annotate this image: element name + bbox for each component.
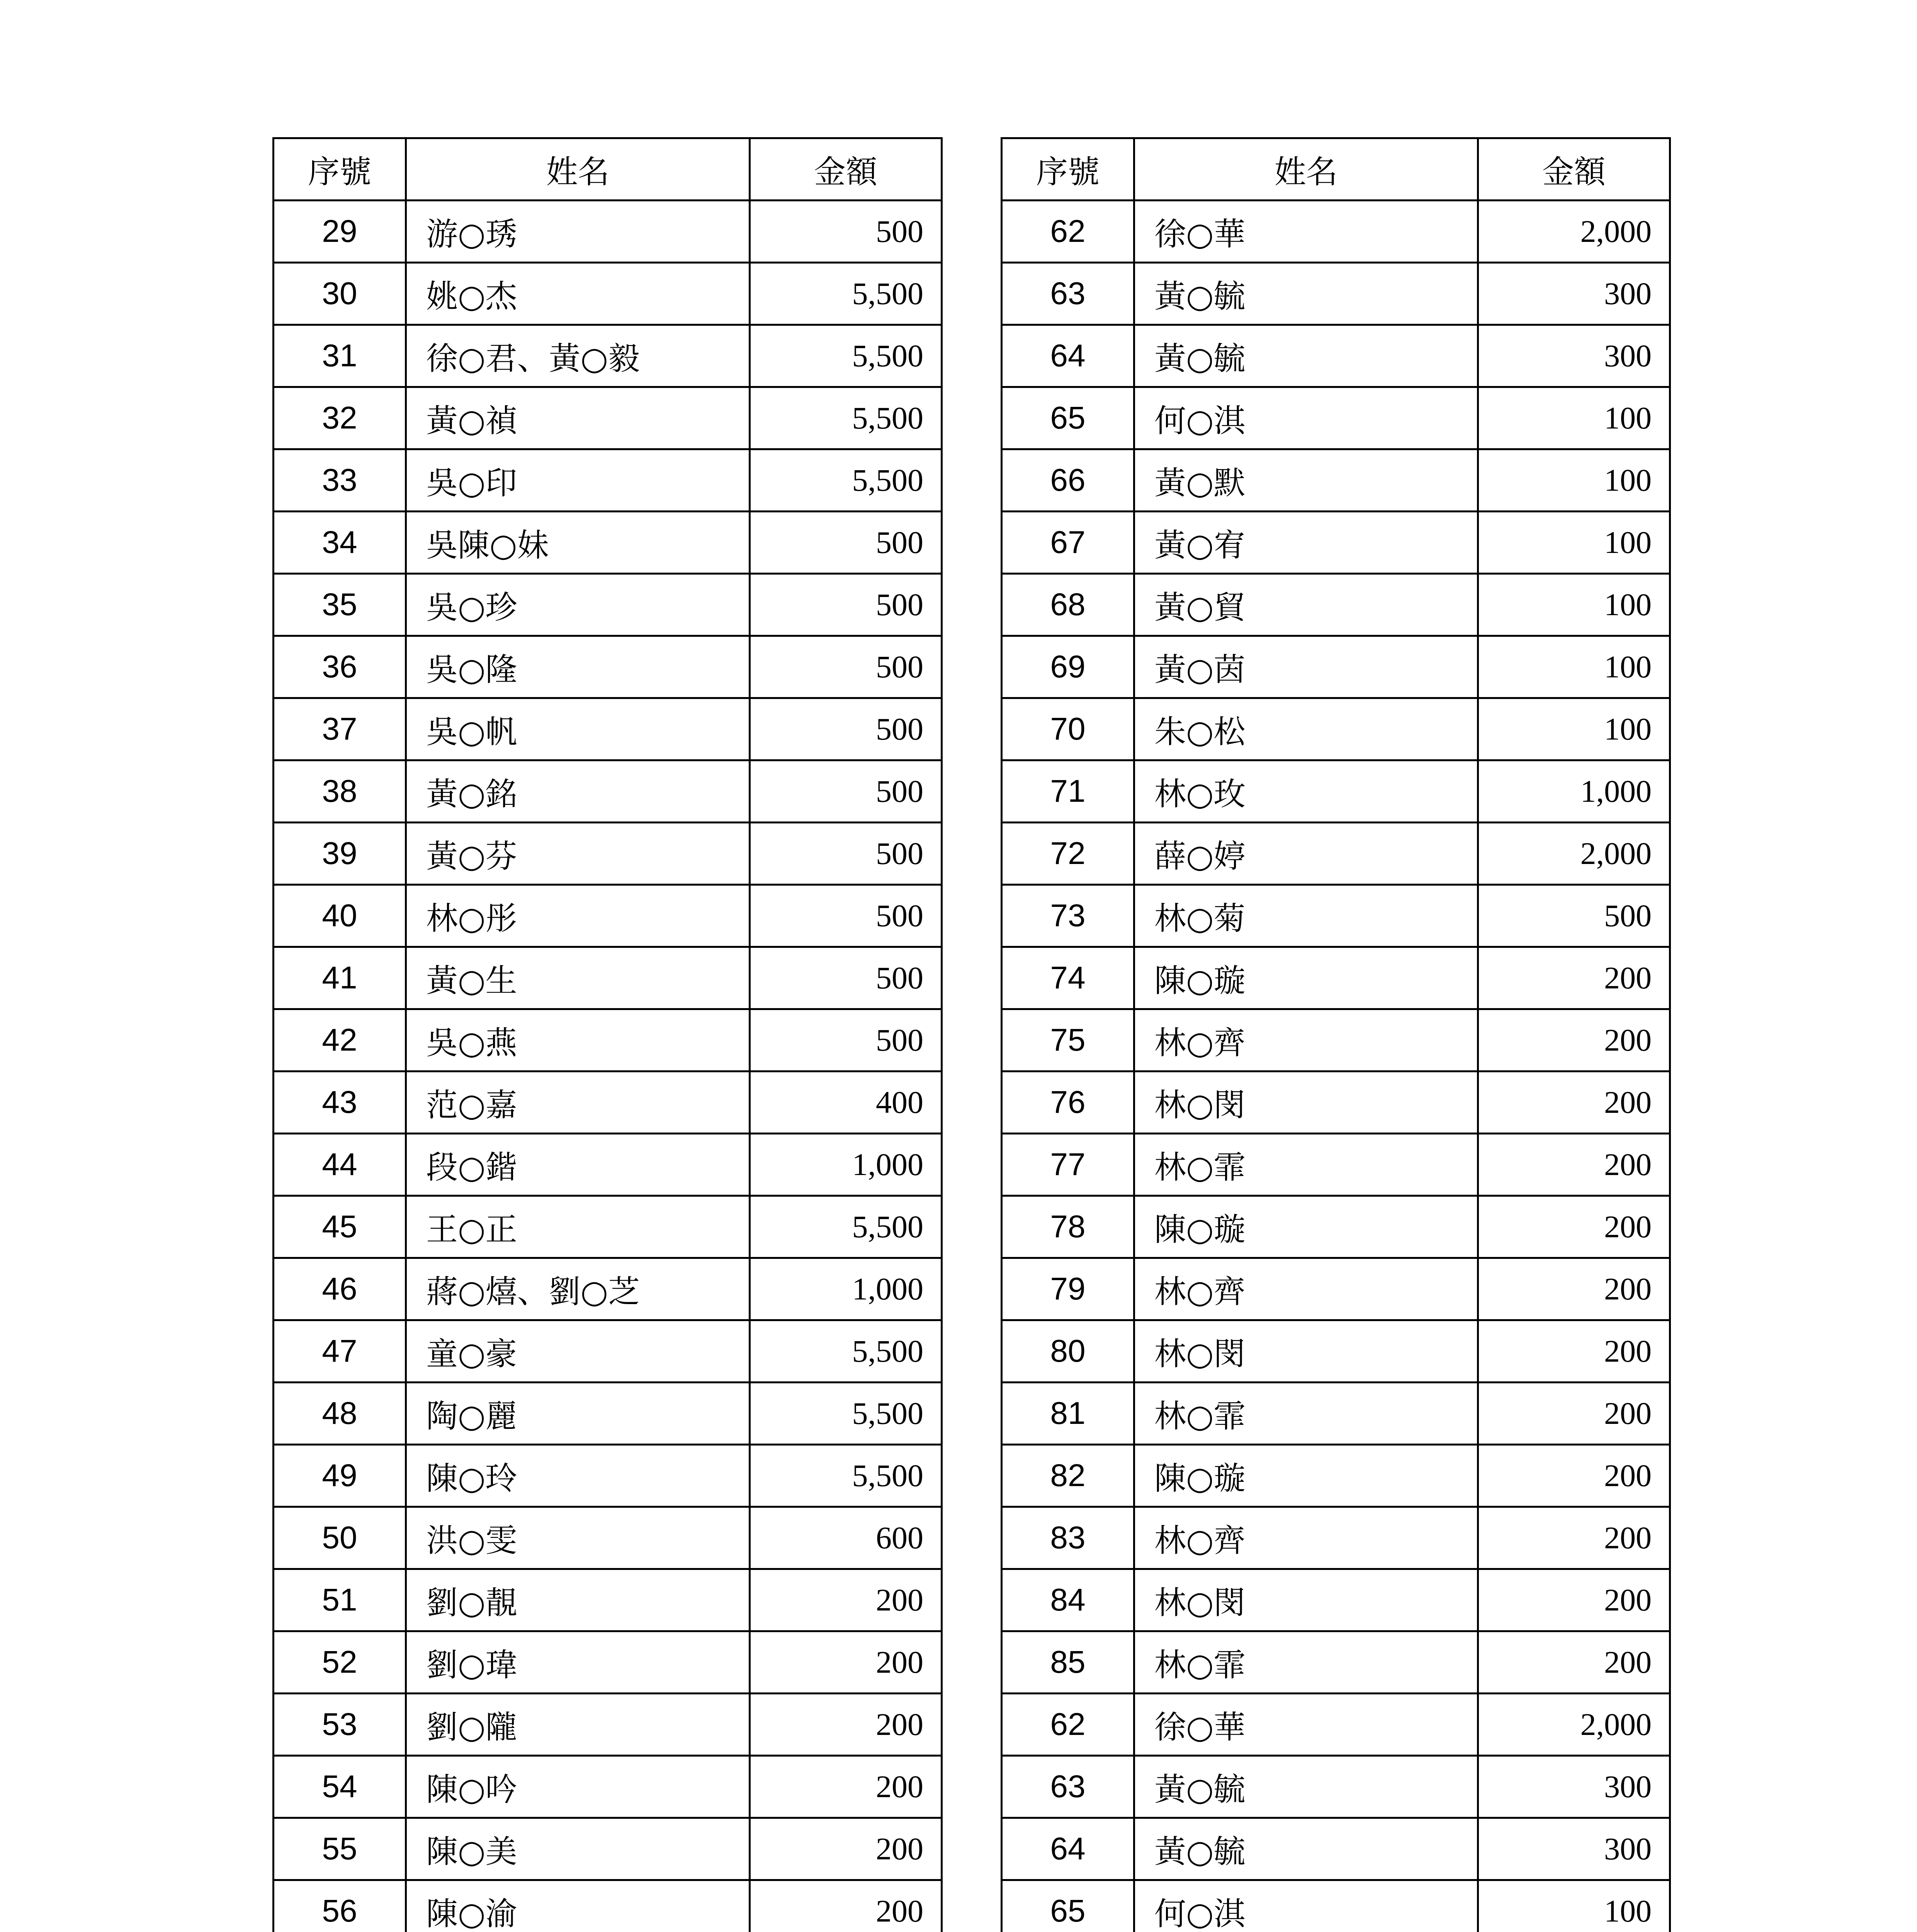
amount-cell: 600 xyxy=(750,1507,942,1569)
seq-cell: 37 xyxy=(274,698,406,760)
table-row xyxy=(274,885,942,947)
amount-cell: 200 xyxy=(750,1756,942,1818)
table-row xyxy=(1002,201,1670,263)
seq-cell: 72 xyxy=(1002,823,1134,885)
seq-cell: 33 xyxy=(274,449,406,512)
name-cell: 林○霏 xyxy=(1134,1631,1478,1694)
seq-cell: 55 xyxy=(274,1818,406,1880)
name-cell: 林○齊 xyxy=(1134,1507,1478,1569)
table-row xyxy=(1002,574,1670,636)
table-row xyxy=(1002,387,1670,449)
name-cell: 黃○銘 xyxy=(406,760,750,823)
name-cell: 徐○華 xyxy=(1134,1694,1478,1756)
seq-cell: 49 xyxy=(274,1445,406,1507)
seq-cell: 43 xyxy=(274,1071,406,1134)
amount-cell: 2,000 xyxy=(1478,201,1670,263)
name-cell: 黃○芬 xyxy=(406,823,750,885)
table-row xyxy=(1002,1756,1670,1818)
amount-cell: 300 xyxy=(1478,325,1670,387)
seq-cell: 83 xyxy=(1002,1507,1134,1569)
seq-cell: 51 xyxy=(274,1569,406,1631)
amount-cell: 200 xyxy=(1478,1507,1670,1569)
name-cell: 徐○華 xyxy=(1134,201,1478,263)
seq-cell: 31 xyxy=(274,325,406,387)
amount-cell: 200 xyxy=(1478,1134,1670,1196)
seq-cell: 29 xyxy=(274,201,406,263)
table-header-row xyxy=(274,138,942,201)
name-cell: 黃○茵 xyxy=(1134,636,1478,698)
seq-cell: 39 xyxy=(274,823,406,885)
table-row xyxy=(1002,1880,1670,1932)
name-cell: 林○霏 xyxy=(1134,1383,1478,1445)
seq-cell: 56 xyxy=(274,1880,406,1932)
amount-cell: 300 xyxy=(1478,263,1670,325)
table-row xyxy=(274,512,942,574)
name-cell: 陳○璇 xyxy=(1134,1445,1478,1507)
name-cell: 林○霏 xyxy=(1134,1134,1478,1196)
amount-cell: 1,000 xyxy=(750,1258,942,1320)
seq-cell: 32 xyxy=(274,387,406,449)
amount-cell: 100 xyxy=(1478,636,1670,698)
seq-cell: 50 xyxy=(274,1507,406,1569)
amount-cell: 500 xyxy=(750,760,942,823)
left-table-body xyxy=(274,201,942,1932)
seq-header: 序號 xyxy=(274,138,406,201)
seq-cell: 54 xyxy=(274,1756,406,1818)
amount-cell: 200 xyxy=(1478,1383,1670,1445)
seq-cell: 85 xyxy=(1002,1631,1134,1694)
name-cell: 段○鍇 xyxy=(406,1134,750,1196)
amount-cell: 500 xyxy=(750,201,942,263)
table-row xyxy=(1002,1383,1670,1445)
seq-cell: 40 xyxy=(274,885,406,947)
seq-cell: 44 xyxy=(274,1134,406,1196)
name-cell: 黃○宥 xyxy=(1134,512,1478,574)
table-row xyxy=(274,1258,942,1320)
right-table-body xyxy=(1002,201,1670,1932)
amount-cell: 200 xyxy=(1478,1009,1670,1071)
table-row xyxy=(274,574,942,636)
table-row xyxy=(274,1071,942,1134)
table-row xyxy=(274,1818,942,1880)
table-row xyxy=(1002,512,1670,574)
name-cell: 吳○印 xyxy=(406,449,750,512)
name-cell: 林○閔 xyxy=(1134,1071,1478,1134)
amount-cell: 500 xyxy=(750,512,942,574)
amount-cell: 200 xyxy=(1478,1569,1670,1631)
table-row xyxy=(274,1383,942,1445)
table-row xyxy=(1002,1818,1670,1880)
seq-cell: 38 xyxy=(274,760,406,823)
amount-cell: 200 xyxy=(1478,947,1670,1009)
name-cell: 林○閔 xyxy=(1134,1320,1478,1383)
amount-cell: 5,500 xyxy=(750,387,942,449)
amount-cell: 500 xyxy=(750,885,942,947)
seq-cell: 64 xyxy=(1002,325,1134,387)
seq-cell: 47 xyxy=(274,1320,406,1383)
name-cell: 林○玫 xyxy=(1134,760,1478,823)
amount-cell: 5,500 xyxy=(750,325,942,387)
seq-cell: 53 xyxy=(274,1694,406,1756)
table-row xyxy=(274,1320,942,1383)
seq-cell: 81 xyxy=(1002,1383,1134,1445)
amount-cell: 200 xyxy=(1478,1445,1670,1507)
amount-cell: 100 xyxy=(1478,574,1670,636)
amount-cell: 500 xyxy=(750,947,942,1009)
table-row xyxy=(1002,1009,1670,1071)
amount-cell: 200 xyxy=(750,1631,942,1694)
table-row xyxy=(274,1134,942,1196)
name-cell: 范○嘉 xyxy=(406,1071,750,1134)
seq-cell: 70 xyxy=(1002,698,1134,760)
amount-cell: 500 xyxy=(750,698,942,760)
table-row xyxy=(274,325,942,387)
amount-cell: 100 xyxy=(1478,449,1670,512)
seq-cell: 78 xyxy=(1002,1196,1134,1258)
seq-cell: 45 xyxy=(274,1196,406,1258)
seq-cell: 84 xyxy=(1002,1569,1134,1631)
seq-cell: 82 xyxy=(1002,1445,1134,1507)
amount-cell: 500 xyxy=(750,823,942,885)
name-cell: 何○淇 xyxy=(1134,1880,1478,1932)
name-cell: 蔣○熺、劉○芝 xyxy=(406,1258,750,1320)
name-cell: 陳○美 xyxy=(406,1818,750,1880)
table-row xyxy=(1002,449,1670,512)
name-cell: 王○正 xyxy=(406,1196,750,1258)
table-row xyxy=(1002,698,1670,760)
amount-cell: 200 xyxy=(1478,1196,1670,1258)
seq-cell: 77 xyxy=(1002,1134,1134,1196)
amount-cell: 200 xyxy=(1478,1071,1670,1134)
amount-cell: 200 xyxy=(750,1569,942,1631)
seq-cell: 79 xyxy=(1002,1258,1134,1320)
table-row xyxy=(274,1507,942,1569)
amount-cell: 5,500 xyxy=(750,1445,942,1507)
table-row xyxy=(1002,1694,1670,1756)
amount-cell: 5,500 xyxy=(750,1320,942,1383)
seq-cell: 74 xyxy=(1002,947,1134,1009)
table-row xyxy=(1002,1631,1670,1694)
seq-cell: 63 xyxy=(1002,1756,1134,1818)
name-cell: 吳○帆 xyxy=(406,698,750,760)
amount-header: 金額 xyxy=(750,138,942,201)
name-cell: 陳○渝 xyxy=(406,1880,750,1932)
seq-cell: 64 xyxy=(1002,1818,1134,1880)
seq-header: 序號 xyxy=(1002,138,1134,201)
seq-cell: 71 xyxy=(1002,760,1134,823)
amount-cell: 200 xyxy=(750,1880,942,1932)
seq-cell: 80 xyxy=(1002,1320,1134,1383)
amount-cell: 5,500 xyxy=(750,263,942,325)
table-row xyxy=(274,387,942,449)
name-cell: 徐○君、黃○毅 xyxy=(406,325,750,387)
amount-cell: 500 xyxy=(1478,885,1670,947)
name-cell: 林○菊 xyxy=(1134,885,1478,947)
amount-cell: 100 xyxy=(1478,512,1670,574)
table-row xyxy=(274,1196,942,1258)
name-cell: 黃○毓 xyxy=(1134,1756,1478,1818)
name-cell: 劉○靚 xyxy=(406,1569,750,1631)
table-row xyxy=(274,1009,942,1071)
name-cell: 薛○婷 xyxy=(1134,823,1478,885)
amount-cell: 200 xyxy=(1478,1258,1670,1320)
seq-cell: 68 xyxy=(1002,574,1134,636)
amount-cell: 1,000 xyxy=(1478,760,1670,823)
amount-cell: 300 xyxy=(1478,1756,1670,1818)
name-cell: 陳○吟 xyxy=(406,1756,750,1818)
table-row xyxy=(274,1631,942,1694)
table-row xyxy=(1002,1320,1670,1383)
name-cell: 林○齊 xyxy=(1134,1258,1478,1320)
name-cell: 黃○毓 xyxy=(1134,1818,1478,1880)
seq-cell: 42 xyxy=(274,1009,406,1071)
name-cell: 陳○璇 xyxy=(1134,947,1478,1009)
seq-cell: 36 xyxy=(274,636,406,698)
name-cell: 劉○瑋 xyxy=(406,1631,750,1694)
amount-header: 金額 xyxy=(1478,138,1670,201)
seq-cell: 66 xyxy=(1002,449,1134,512)
name-cell: 黃○毓 xyxy=(1134,263,1478,325)
table-row xyxy=(1002,636,1670,698)
table-header-row xyxy=(1002,138,1670,201)
name-cell: 童○豪 xyxy=(406,1320,750,1383)
amount-cell: 100 xyxy=(1478,1880,1670,1932)
left-donor-table xyxy=(272,137,943,1932)
name-cell: 朱○松 xyxy=(1134,698,1478,760)
seq-cell: 67 xyxy=(1002,512,1134,574)
amount-cell: 200 xyxy=(1478,1320,1670,1383)
seq-cell: 65 xyxy=(1002,1880,1134,1932)
seq-cell: 30 xyxy=(274,263,406,325)
table-row xyxy=(1002,760,1670,823)
table-row xyxy=(1002,1569,1670,1631)
seq-cell: 69 xyxy=(1002,636,1134,698)
table-row xyxy=(274,1880,942,1932)
table-row xyxy=(274,1569,942,1631)
name-header: 姓名 xyxy=(406,138,750,201)
name-cell: 吳○珍 xyxy=(406,574,750,636)
name-cell: 陶○麗 xyxy=(406,1383,750,1445)
name-cell: 游○琇 xyxy=(406,201,750,263)
seq-cell: 41 xyxy=(274,947,406,1009)
name-cell: 黃○毓 xyxy=(1134,325,1478,387)
amount-cell: 300 xyxy=(1478,1818,1670,1880)
name-cell: 陳○玲 xyxy=(406,1445,750,1507)
table-row xyxy=(1002,947,1670,1009)
table-row xyxy=(274,449,942,512)
amount-cell: 500 xyxy=(750,636,942,698)
table-row xyxy=(274,1756,942,1818)
table-row xyxy=(1002,1445,1670,1507)
table-row xyxy=(1002,1134,1670,1196)
name-cell: 林○齊 xyxy=(1134,1009,1478,1071)
amount-cell: 200 xyxy=(750,1694,942,1756)
amount-cell: 200 xyxy=(750,1818,942,1880)
amount-cell: 500 xyxy=(750,574,942,636)
table-row xyxy=(1002,1196,1670,1258)
seq-cell: 65 xyxy=(1002,387,1134,449)
table-row xyxy=(274,636,942,698)
table-row xyxy=(274,1445,942,1507)
table-row xyxy=(1002,1507,1670,1569)
table-row xyxy=(274,947,942,1009)
name-cell: 吳陳○妹 xyxy=(406,512,750,574)
seq-cell: 34 xyxy=(274,512,406,574)
seq-cell: 73 xyxy=(1002,885,1134,947)
seq-cell: 75 xyxy=(1002,1009,1134,1071)
table-row xyxy=(1002,1258,1670,1320)
table-row xyxy=(274,823,942,885)
amount-cell: 1,000 xyxy=(750,1134,942,1196)
name-cell: 黃○生 xyxy=(406,947,750,1009)
seq-cell: 35 xyxy=(274,574,406,636)
table-row xyxy=(274,760,942,823)
amount-cell: 2,000 xyxy=(1478,1694,1670,1756)
name-cell: 林○閔 xyxy=(1134,1569,1478,1631)
name-cell: 洪○雯 xyxy=(406,1507,750,1569)
table-row xyxy=(1002,823,1670,885)
amount-cell: 100 xyxy=(1478,698,1670,760)
name-cell: 吳○隆 xyxy=(406,636,750,698)
name-header: 姓名 xyxy=(1134,138,1478,201)
table-row xyxy=(1002,263,1670,325)
table-row xyxy=(1002,885,1670,947)
amount-cell: 100 xyxy=(1478,387,1670,449)
amount-cell: 200 xyxy=(1478,1631,1670,1694)
seq-cell: 76 xyxy=(1002,1071,1134,1134)
name-cell: 黃○貿 xyxy=(1134,574,1478,636)
name-cell: 劉○隴 xyxy=(406,1694,750,1756)
amount-cell: 500 xyxy=(750,1009,942,1071)
name-cell: 林○彤 xyxy=(406,885,750,947)
amount-cell: 5,500 xyxy=(750,1383,942,1445)
right-donor-table xyxy=(1001,137,1671,1932)
name-cell: 陳○璇 xyxy=(1134,1196,1478,1258)
table-row xyxy=(274,201,942,263)
seq-cell: 62 xyxy=(1002,1694,1134,1756)
seq-cell: 63 xyxy=(1002,263,1134,325)
name-cell: 黃○默 xyxy=(1134,449,1478,512)
name-cell: 何○淇 xyxy=(1134,387,1478,449)
seq-cell: 52 xyxy=(274,1631,406,1694)
amount-cell: 5,500 xyxy=(750,1196,942,1258)
name-cell: 黃○禎 xyxy=(406,387,750,449)
name-cell: 姚○杰 xyxy=(406,263,750,325)
table-row xyxy=(274,1694,942,1756)
seq-cell: 62 xyxy=(1002,201,1134,263)
table-row xyxy=(274,698,942,760)
amount-cell: 5,500 xyxy=(750,449,942,512)
amount-cell: 2,000 xyxy=(1478,823,1670,885)
table-row xyxy=(1002,325,1670,387)
table-row xyxy=(1002,1071,1670,1134)
name-cell: 吳○燕 xyxy=(406,1009,750,1071)
table-row xyxy=(274,263,942,325)
seq-cell: 46 xyxy=(274,1258,406,1320)
seq-cell: 48 xyxy=(274,1383,406,1445)
amount-cell: 400 xyxy=(750,1071,942,1134)
